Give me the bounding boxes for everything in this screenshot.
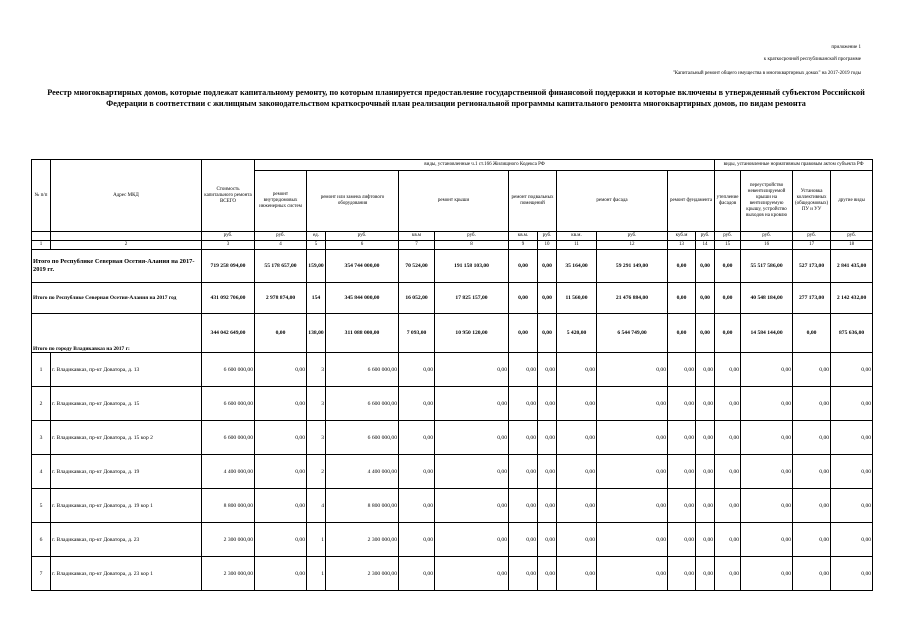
row-value: 0,00 — [696, 489, 715, 523]
col-number: 10 — [538, 241, 557, 250]
column-numbers-row — [32, 241, 873, 250]
row-value: 0,00 — [557, 353, 597, 387]
total-cell: 0,00 — [509, 314, 538, 353]
total-cell: 59 291 149,00 — [597, 250, 668, 283]
total-cell: 0,00 — [696, 283, 715, 314]
total-cell: 7 093,00 — [399, 314, 435, 353]
col-group-regional: виды, установленные нормативным правовым актом субъекта РФ — [715, 160, 873, 171]
row-value: 4 400 000,00 — [326, 455, 399, 489]
row-value: 4 — [307, 489, 326, 523]
total-cell: 191 158 103,00 — [435, 250, 509, 283]
total-cell: 55 517 586,00 — [741, 250, 793, 283]
row-value: 0,00 — [696, 421, 715, 455]
col-number: 16 — [741, 241, 793, 250]
table-row — [32, 387, 873, 421]
col-number: 1 — [32, 241, 51, 250]
row-value: 0,00 — [597, 387, 668, 421]
row-number: 2 — [32, 387, 51, 421]
row-value: 0,00 — [715, 489, 741, 523]
table-row — [32, 489, 873, 523]
col-header-other: другие виды — [831, 171, 873, 232]
row-value: 3 — [307, 353, 326, 387]
total-cell: 138,00 — [307, 314, 326, 353]
total-row-label: Итого по Республике Северная Осетия-Алания на 2017 год — [32, 283, 202, 314]
total-cell: 354 744 000,00 — [326, 250, 399, 283]
row-value: 0,00 — [597, 353, 668, 387]
row-number: 7 — [32, 557, 51, 591]
total-cell: 719 258 094,00 — [202, 250, 255, 283]
col-header-foundation: ремонт фундамента — [668, 171, 715, 232]
unit-cell: куб.м — [668, 232, 696, 241]
row-address: г. Владикавказ, пр-кт Доватора, д. 13 — [51, 353, 202, 387]
unit-cell: ед. — [307, 232, 326, 241]
col-header-facade: ремонт фасада — [557, 171, 668, 232]
table-row — [32, 557, 873, 591]
total-cell: 0,00 — [668, 250, 696, 283]
unit-cell: руб. — [435, 232, 509, 241]
row-value: 0,00 — [696, 353, 715, 387]
row-number: 6 — [32, 523, 51, 557]
col-number: 7 — [399, 241, 435, 250]
row-value: 0,00 — [557, 489, 597, 523]
row-value: 0,00 — [831, 489, 873, 523]
row-value: 0,00 — [715, 557, 741, 591]
unit-cell: руб. — [597, 232, 668, 241]
row-value: 0,00 — [668, 523, 696, 557]
row-value: 0,00 — [793, 523, 831, 557]
unit-cell: руб. — [831, 232, 873, 241]
col-number: 12 — [597, 241, 668, 250]
col-number: 17 — [793, 241, 831, 250]
document-title: Реестр многоквартирных домов, которые подлежат капитальному ремонту, по которым планируется предоставление государственной финансовой поддержки и которые включены в утвержденный субъектом Российской Федерации в соответствии с жилищным законодательством краткосрочный план реализации региональной программы капитального ремонта многоквартирных домов, по видам ремонта — [47, 88, 865, 108]
row-value: 0,00 — [255, 421, 307, 455]
row-value: 0,00 — [741, 421, 793, 455]
col-header-engineering: ремонт внутридомовых инженерных систем — [255, 171, 307, 232]
total-cell: 277 173,00 — [793, 283, 831, 314]
row-value: 0,00 — [831, 353, 873, 387]
row-value: 0,00 — [538, 387, 557, 421]
row-value: 0,00 — [696, 523, 715, 557]
col-header-num: № п/п — [32, 160, 51, 232]
row-value: 6 600 000,00 — [326, 353, 399, 387]
total-cell: 0,00 — [668, 283, 696, 314]
row-value: 0,00 — [696, 557, 715, 591]
unit-cell: руб. — [696, 232, 715, 241]
row-value: 0,00 — [597, 523, 668, 557]
total-cell: 345 844 000,00 — [326, 283, 399, 314]
units-row — [32, 232, 873, 241]
col-header-basement: ремонт подвальных помещений — [509, 171, 557, 232]
house-rows — [32, 353, 873, 591]
row-value: 0,00 — [255, 353, 307, 387]
row-address: г. Владикавказ, пр-кт Доватора, д. 23 кор 1 — [51, 557, 202, 591]
col-number: 9 — [509, 241, 538, 250]
total-cell: 16 052,00 — [399, 283, 435, 314]
total-cell: 0,00 — [696, 250, 715, 283]
row-address: г. Владикавказ, пр-кт Доватора, д. 19 кор 1 — [51, 489, 202, 523]
row-value: 0,00 — [399, 557, 435, 591]
row-value: 0,00 — [741, 489, 793, 523]
row-value: 0,00 — [538, 489, 557, 523]
total-cell: 0,00 — [793, 314, 831, 353]
appendix-program-title: "Капитальный ремонт общего имущества в многоквартирных домах" на 2017-2019 годы — [672, 71, 861, 76]
row-value: 0,00 — [509, 523, 538, 557]
row-value: 0,00 — [557, 421, 597, 455]
row-value: 0,00 — [557, 557, 597, 591]
appendix-program-line: к краткосрочной республиканской программе — [763, 57, 861, 62]
total-cell: 35 164,00 — [557, 250, 597, 283]
row-value: 0,00 — [435, 455, 509, 489]
total-cell: 55 178 657,00 — [255, 250, 307, 283]
row-value: 0,00 — [538, 557, 557, 591]
row-address: г. Владикавказ, пр-кт Доватора, д. 23 — [51, 523, 202, 557]
row-value: 0,00 — [696, 387, 715, 421]
row-value: 0,00 — [509, 421, 538, 455]
row-value: 6 600 000,00 — [202, 353, 255, 387]
col-number: 2 — [51, 241, 202, 250]
total-row-republic-2017 — [32, 283, 873, 314]
row-value: 0,00 — [255, 489, 307, 523]
row-number: 5 — [32, 489, 51, 523]
row-value: 0,00 — [557, 387, 597, 421]
row-value: 0,00 — [557, 455, 597, 489]
col-number: 8 — [435, 241, 509, 250]
col-header-total-cost: Стоимость капитального ремонта ВСЕГО — [202, 160, 255, 232]
row-value: 0,00 — [741, 387, 793, 421]
unit-cell: руб. — [255, 232, 307, 241]
row-value: 0,00 — [668, 421, 696, 455]
total-cell: 0,00 — [538, 283, 557, 314]
row-value: 0,00 — [831, 557, 873, 591]
row-value: 0,00 — [793, 455, 831, 489]
row-value: 0,00 — [831, 523, 873, 557]
total-cell: 11 560,00 — [557, 283, 597, 314]
col-header-elevator: ремонт или замена лифтового оборудования — [307, 171, 399, 232]
row-value: 0,00 — [435, 557, 509, 591]
row-value: 0,00 — [597, 489, 668, 523]
total-cell: 527 173,00 — [793, 250, 831, 283]
total-cell: 875 636,00 — [831, 314, 873, 353]
total-cell: 0,00 — [668, 314, 696, 353]
col-group-housing-code: виды, установленные ч.1 ст.166 Жилищного Кодекса РФ — [255, 160, 715, 171]
row-value: 0,00 — [509, 387, 538, 421]
table-row — [32, 455, 873, 489]
row-value: 3 — [307, 387, 326, 421]
total-cell: 159,00 — [307, 250, 326, 283]
row-value: 0,00 — [399, 523, 435, 557]
row-value: 3 — [307, 421, 326, 455]
col-number: 14 — [696, 241, 715, 250]
row-value: 0,00 — [435, 523, 509, 557]
total-cell: 17 825 157,00 — [435, 283, 509, 314]
row-value: 0,00 — [793, 353, 831, 387]
row-value: 6 600 000,00 — [326, 387, 399, 421]
row-value: 0,00 — [597, 557, 668, 591]
row-value: 0,00 — [793, 557, 831, 591]
row-value: 0,00 — [715, 455, 741, 489]
total-cell: 0,00 — [715, 250, 741, 283]
row-value: 0,00 — [715, 387, 741, 421]
row-value: 0,00 — [538, 523, 557, 557]
col-number: 6 — [326, 241, 399, 250]
row-value: 0,00 — [435, 421, 509, 455]
total-cell: 0,00 — [538, 314, 557, 353]
total-cell: 5 420,00 — [557, 314, 597, 353]
total-cell: 2 841 435,00 — [831, 250, 873, 283]
total-cell: 21 476 884,00 — [597, 283, 668, 314]
total-row-label: Итого по Республике Северная Осетия-Алания на 2017-2019 гг. — [32, 250, 202, 283]
row-value: 1 — [307, 523, 326, 557]
total-cell: 10 950 120,00 — [435, 314, 509, 353]
row-value: 0,00 — [668, 455, 696, 489]
total-row-vladikavkaz-2017 — [32, 314, 873, 353]
row-value: 0,00 — [538, 353, 557, 387]
col-header-meters: Установка коллективных (общедомовых) ПУ и УУ — [793, 171, 831, 232]
row-value: 2 300 000,00 — [202, 523, 255, 557]
row-value: 0,00 — [831, 387, 873, 421]
row-value: 0,00 — [793, 489, 831, 523]
unit-cell: кв.м — [399, 232, 435, 241]
unit-cell: руб. — [202, 232, 255, 241]
total-cell: 311 088 000,00 — [326, 314, 399, 353]
total-cell: 431 092 706,00 — [202, 283, 255, 314]
total-row-republic-2017-2019 — [32, 250, 873, 283]
total-cell: 2 978 874,00 — [255, 283, 307, 314]
row-value: 0,00 — [557, 523, 597, 557]
row-value: 0,00 — [509, 489, 538, 523]
row-value: 2 300 000,00 — [326, 523, 399, 557]
unit-cell: руб. — [741, 232, 793, 241]
col-header-address: Адрес МКД — [51, 160, 202, 232]
row-value: 0,00 — [255, 387, 307, 421]
row-value: 0,00 — [399, 353, 435, 387]
row-value: 6 600 000,00 — [326, 421, 399, 455]
col-number: 5 — [307, 241, 326, 250]
row-value: 2 300 000,00 — [202, 557, 255, 591]
row-value: 0,00 — [696, 455, 715, 489]
total-row-label: Итого по городу Владикавказ на 2017 г: — [32, 314, 202, 353]
row-value: 0,00 — [741, 557, 793, 591]
row-value: 0,00 — [435, 489, 509, 523]
unit-cell-blank — [32, 232, 51, 241]
header-row-groups — [32, 160, 873, 171]
row-value: 0,00 — [668, 489, 696, 523]
row-number: 4 — [32, 455, 51, 489]
row-value: 0,00 — [741, 455, 793, 489]
total-cell: 0,00 — [255, 314, 307, 353]
row-value: 0,00 — [509, 353, 538, 387]
row-value: 0,00 — [715, 353, 741, 387]
unit-cell: руб. — [538, 232, 557, 241]
row-value: 0,00 — [399, 421, 435, 455]
row-value: 0,00 — [255, 523, 307, 557]
total-cell: 0,00 — [715, 314, 741, 353]
row-address: г. Владикавказ, пр-кт Доватора, д. 15 кор 2 — [51, 421, 202, 455]
row-value: 0,00 — [668, 353, 696, 387]
row-value: 0,00 — [715, 523, 741, 557]
col-number: 13 — [668, 241, 696, 250]
row-value: 0,00 — [715, 421, 741, 455]
col-number: 18 — [831, 241, 873, 250]
row-value: 0,00 — [793, 421, 831, 455]
col-header-insulation: утепление фасадов — [715, 171, 741, 232]
total-cell: 2 142 432,00 — [831, 283, 873, 314]
appendix-label: приложение 1 — [831, 45, 861, 50]
row-value: 0,00 — [741, 523, 793, 557]
row-value: 0,00 — [597, 421, 668, 455]
row-number: 1 — [32, 353, 51, 387]
total-cell: 70 524,00 — [399, 250, 435, 283]
total-cell: 0,00 — [715, 283, 741, 314]
total-cell: 6 544 749,00 — [597, 314, 668, 353]
row-address: г. Владикавказ, пр-кт Доватора, д. 19 — [51, 455, 202, 489]
row-value: 8 800 000,00 — [326, 489, 399, 523]
row-value: 1 — [307, 557, 326, 591]
row-value: 0,00 — [538, 455, 557, 489]
col-number: 3 — [202, 241, 255, 250]
total-cell: 154 — [307, 283, 326, 314]
col-number: 11 — [557, 241, 597, 250]
row-value: 0,00 — [399, 455, 435, 489]
row-value: 0,00 — [538, 421, 557, 455]
total-cell: 0,00 — [509, 283, 538, 314]
registry-table — [31, 159, 873, 591]
total-cell: 0,00 — [538, 250, 557, 283]
row-value: 0,00 — [509, 557, 538, 591]
table-row — [32, 523, 873, 557]
row-number: 3 — [32, 421, 51, 455]
row-value: 0,00 — [668, 387, 696, 421]
row-value: 2 — [307, 455, 326, 489]
unit-cell: кв.м. — [509, 232, 538, 241]
row-value: 0,00 — [255, 557, 307, 591]
total-cell: 40 548 184,00 — [741, 283, 793, 314]
total-cell: 344 042 649,00 — [202, 314, 255, 353]
row-value: 0,00 — [255, 455, 307, 489]
col-header-roof: ремонт крыши — [399, 171, 509, 232]
row-value: 0,00 — [509, 455, 538, 489]
total-cell: 0,00 — [509, 250, 538, 283]
row-value: 6 600 000,00 — [202, 387, 255, 421]
row-value: 6 600 000,00 — [202, 421, 255, 455]
row-value: 0,00 — [741, 353, 793, 387]
unit-cell: руб. — [793, 232, 831, 241]
unit-cell: руб. — [326, 232, 399, 241]
row-value: 2 300 000,00 — [326, 557, 399, 591]
total-cell: 0,00 — [696, 314, 715, 353]
unit-cell-blank — [51, 232, 202, 241]
row-value: 4 400 000,00 — [202, 455, 255, 489]
col-header-roof-conversion: переустройство невентилируемой крыши на вентилируемую крышу, устройство выходов на кровлю — [741, 171, 793, 232]
row-value: 0,00 — [399, 387, 435, 421]
row-value: 0,00 — [597, 455, 668, 489]
table-row — [32, 421, 873, 455]
row-value: 0,00 — [399, 489, 435, 523]
row-value: 8 800 000,00 — [202, 489, 255, 523]
row-value: 0,00 — [831, 455, 873, 489]
row-value: 0,00 — [668, 557, 696, 591]
unit-cell: кв.м. — [557, 232, 597, 241]
total-cell: 14 584 144,00 — [741, 314, 793, 353]
row-value: 0,00 — [793, 387, 831, 421]
row-value: 0,00 — [435, 387, 509, 421]
row-value: 0,00 — [435, 353, 509, 387]
col-number: 15 — [715, 241, 741, 250]
unit-cell: руб. — [715, 232, 741, 241]
row-value: 0,00 — [831, 421, 873, 455]
col-number: 4 — [255, 241, 307, 250]
row-address: г. Владикавказ, пр-кт Доватора, д. 15 — [51, 387, 202, 421]
table-row — [32, 353, 873, 387]
